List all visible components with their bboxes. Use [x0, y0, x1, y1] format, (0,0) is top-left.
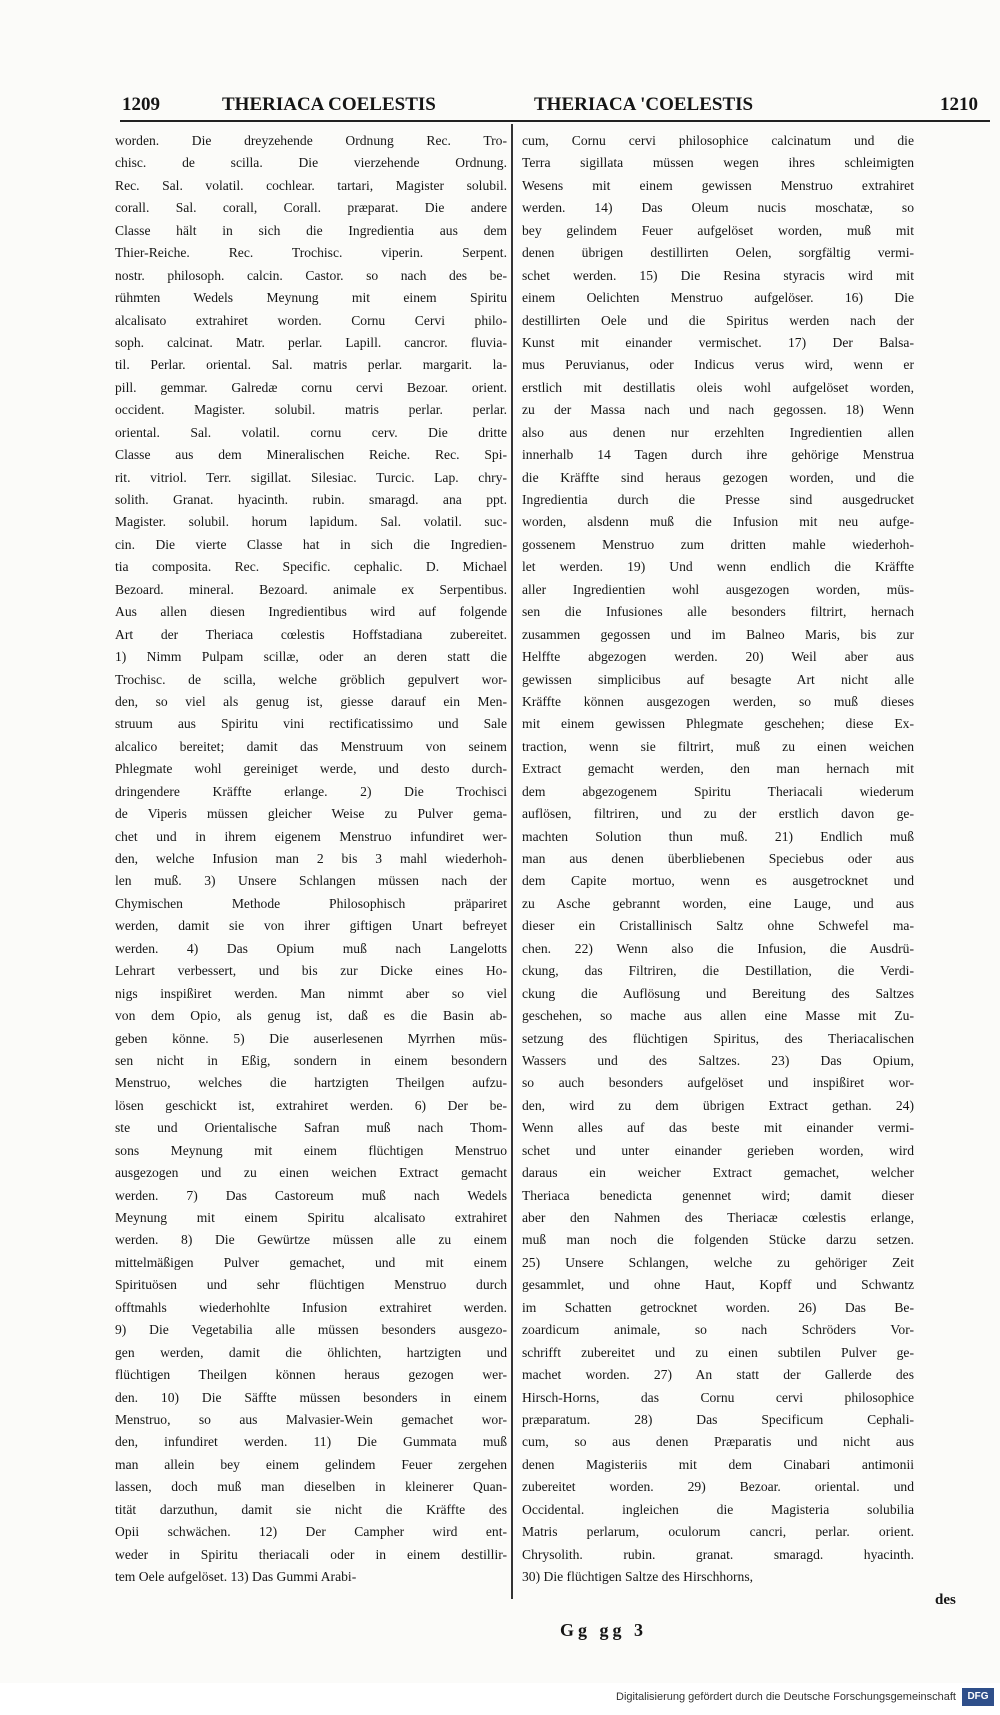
text-line: setzung des flüchtigen Spiritus, des Theriacalischen	[522, 1030, 914, 1046]
left-column-text	[115, 130, 507, 1588]
text-line: Wenn alles auf das beste mit einander vermi-	[522, 1120, 914, 1136]
text-line: zu der Massa nach und nach gegossen. 18) Wenn	[522, 402, 914, 418]
text-line: Classe hält in sich die Ingredientia aus dem	[115, 222, 507, 238]
dfg-logo: DFG	[962, 1688, 994, 1706]
text-line: Lehrart verbessert, und bis zur Dicke eines Ho-	[115, 963, 507, 979]
text-line: Ingredientia durch die Presse sind ausgedrucket	[522, 492, 914, 507]
text-line: werden. 8) Die Gewürtze müssen alle zu einem	[115, 1232, 507, 1248]
text-line: erstlich mit destillatis oleis wohl aufgelöset worden,	[522, 379, 914, 395]
text-line: 30) Die flüchtigen Saltze des Hirschhorns,	[522, 1569, 754, 1584]
text-line: 1) Nimm Pulpam scillæ, oder an deren statt die	[115, 649, 507, 665]
text-line: Occidental. ingleichen die Magisteria solubilia	[522, 1501, 914, 1517]
text-line: mittelmäßigen Pulver gemachet, und mit einem	[115, 1254, 507, 1270]
text-line: schet werden. 15) Die Resina styracis wird mit	[522, 267, 914, 283]
text-line: Opii schwächen. 12) Der Campher wird ent-	[115, 1524, 507, 1540]
text-line: soph. calcinat. Matr. perlar. Lapill. cancror. fluvia-	[115, 334, 507, 350]
text-line: Wesens mit einem gewissen Menstruo extrahiret	[522, 177, 914, 193]
right-page-number: 1210	[940, 94, 978, 115]
text-line: mit einem gewissen Phlegmate geschehen; diese Ex-	[522, 716, 914, 732]
text-line: ckung, das Filtriren, die Destillation, die Verdi-	[522, 963, 914, 979]
text-line: Kräffte können ausgezogen werden, so muß dieses	[522, 693, 914, 709]
text-line: lösen geschickt ist, extrahiret werden. 6) Der be-	[115, 1097, 507, 1113]
text-line: machet worden. 27) An statt der Gallerde des	[522, 1367, 914, 1383]
text-line: gossenem Menstruo zum dritten mahle wiederhoh-	[522, 536, 914, 552]
text-line: Thier-Reiche. Rec. Trochisc. viperin. Serpent.	[115, 245, 507, 261]
text-line: den, welche Infusion man 2 bis 3 mahl wiederhoh-	[115, 851, 507, 866]
text-line: Theriaca benedicta genennet wird; damit dieser	[522, 1187, 914, 1203]
text-line: zoardicum animale, so nach Schröders Vor-	[522, 1322, 914, 1338]
text-line: rühmten Wedels Meynung mit einem Spiritu	[115, 290, 507, 306]
text-line: traction, wenn sie filtrirt, muß zu einen weichen	[522, 738, 914, 754]
text-line: præparatum. 28) Das Specificum Cephali-	[522, 1411, 914, 1427]
text-line: so auch besonders aufgelöset und inspißiret wor-	[522, 1075, 914, 1091]
text-line: den, infundiret werden. 11) Die Gummata muß	[115, 1434, 507, 1450]
right-running-title: THERIACA 'COELESTIS	[534, 94, 754, 115]
text-line: sen nicht in Eßig, sondern in einem besondern	[115, 1052, 507, 1068]
text-line: tem Oele aufgelöset. 13) Das Gummi Arabi-	[115, 1569, 357, 1584]
text-line: den. 10) Die Säffte müssen besonders in einem	[115, 1389, 507, 1405]
text-line: sons Meynung mit einem flüchtigen Menstruo	[115, 1142, 507, 1158]
text-line: auflösen, filtriren, und zu der erstlich davon ge-	[522, 806, 914, 822]
text-line: Menstruo, so aus Malvasier-Wein gemachet wor-	[115, 1411, 507, 1427]
text-line: ausgezogen und zu einen weichen Extract gemacht	[115, 1165, 507, 1181]
text-line: gen werden, damit die öhlichten, hartzigten und	[115, 1344, 507, 1360]
text-line: cum, so aus denen Præparatis und nicht aus	[522, 1434, 914, 1450]
text-line: ckung die Auflösung und Bereitung des Saltzes	[522, 985, 914, 1001]
text-line: geschehen, so mache aus allen eine Masse mit Zu-	[522, 1008, 914, 1024]
text-line: dem Capite mortuo, wenn es ausgetrocknet und	[522, 873, 914, 889]
text-line: 9) Die Vegetabilia alle müssen besonders ausgezo-	[115, 1322, 507, 1338]
text-line: machten Solution thun muß. 21) Endlich muß	[522, 828, 914, 844]
text-line: chisc. de scilla. Die vierzehende Ordnung.	[115, 155, 507, 171]
text-line: alcalisato extrahiret worden. Cornu Cervi philo-	[115, 312, 507, 328]
text-line: man allein bey einem gelindem Feuer zergehen	[115, 1456, 507, 1472]
text-line: werden. 4) Das Opium muß nach Langelotts	[115, 940, 507, 956]
text-line: innerhalb 14 Tagen durch ihre gehörige Menstrua	[522, 447, 914, 463]
text-line: nostr. philosoph. calcin. Castor. so nach des be-	[115, 267, 507, 283]
text-line: schrifft zubereitet und zu einen subtilen Pulver ge-	[522, 1344, 914, 1360]
text-line: muß man noch die folgenden Stücke darzu setzen.	[522, 1232, 914, 1248]
text-line: sen die Infusiones alle besonders filtrirt, hernach	[522, 604, 914, 620]
signature-mark: Gg gg 3	[560, 1620, 648, 1640]
text-line: zubereitet worden. 29) Bezoar. oriental. und	[522, 1479, 914, 1495]
text-line: dringendere Kräffte erlange. 2) Die Trochisci	[115, 783, 507, 799]
text-line: geben könne. 5) Die auserlesenen Myrrhen müs-	[115, 1030, 507, 1046]
text-line: pill. gemmar. Galredæ cornu cervi Bezoar. orient.	[115, 379, 507, 395]
right-column-text	[522, 130, 914, 1588]
text-line: den, wird zu dem übrigen Extract gethan. 24)	[522, 1097, 914, 1113]
text-line: Matris perlarum, oculorum cancri, perlar. orient.	[522, 1524, 914, 1540]
text-line: von dem Opio, als genug ist, daß es die Basin ab-	[115, 1008, 507, 1024]
text-line: cum, Cornu cervi philosophice calcinatum und die	[522, 133, 914, 148]
text-line: einem Oelichten Menstruo aufgelöser. 16) Die	[522, 290, 914, 306]
text-line: schet und unter einander gerieben worden, wird	[522, 1142, 914, 1158]
text-line: dieser ein Cristallinisch Saltz ohne Schwefel ma-	[522, 918, 914, 934]
text-line: Chymischen Methode Philosophisch präpariret	[115, 895, 507, 911]
text-line: Terra sigillata müssen wegen ihres schleimigten	[522, 155, 914, 171]
text-line: gewissen simplicibus auf besagte Art nicht alle	[522, 671, 914, 687]
text-line: Magister. solubil. horum lapidum. Sal. volatil. suc-	[115, 514, 507, 530]
text-line: rit. vitriol. Terr. sigillat. Silesiac. Turcic. Lap. chry-	[115, 469, 507, 485]
catchword: des	[935, 1592, 956, 1608]
left-running-title: THERIACA COELESTIS	[222, 94, 436, 115]
header-rule	[120, 120, 990, 122]
text-line: flüchtigen Theilgen können heraus gezogen wer-	[115, 1367, 507, 1383]
text-line: Hirsch-Horns, das Cornu cervi philosophice	[522, 1389, 914, 1405]
text-line: zu Asche gebrannt worden, eine Lauge, und aus	[522, 895, 914, 911]
text-line: struum aus Spiritu vini rectificatissimo und Sale	[115, 716, 507, 732]
text-line: solith. Granat. hyacinth. rubin. smaragd. ana ppt.	[115, 492, 507, 507]
text-line: mus Peruvianus, oder Indicus verus wird, wenn er	[522, 357, 914, 373]
text-line: worden. Die dreyzehende Ordnung Rec. Tro-	[115, 133, 507, 148]
text-line: destillirten Oele und die Spiritus werden nach der	[522, 312, 914, 328]
text-line: tia composita. Rec. Specific. cephalic. D. Michael	[115, 559, 507, 575]
digitization-credit: Digitalisierung gefördert durch die Deutsche Forschungsgemeinschaft	[616, 1691, 956, 1703]
text-line: oriental. Sal. volatil. cornu cerv. Die dritte	[115, 424, 507, 440]
text-line: len muß. 3) Unsere Schlangen müssen nach der	[115, 873, 507, 889]
text-line: Trochisc. de scilla, welche gröblich gepulvert wor-	[115, 671, 507, 687]
text-line: denen Magisteriis mit dem Cinabari antimonii	[522, 1456, 914, 1472]
text-line: Wassers und des Saltzes. 23) Das Opium,	[522, 1052, 914, 1068]
text-line: Classe aus dem Mineralischen Reiche. Rec. Spi-	[115, 447, 507, 463]
text-line: worden, alsdenn muß die Infusion mit neu aufge-	[522, 514, 914, 530]
text-line: Spirituösen und sehr flüchtigen Menstruo durch	[115, 1277, 507, 1293]
text-line: let werden. 19) Und wenn endlich die Kräffte	[522, 559, 914, 575]
text-line: also aus denen nur erzehlten Ingredientien allen	[522, 424, 914, 440]
text-line: Rec. Sal. volatil. cochlear. tartari, Magister solubil.	[115, 177, 507, 193]
text-line: 25) Unsere Schlangen, welche zu gehöriger Zeit	[522, 1254, 914, 1270]
text-line: Kunst mit einander vermischet. 17) Der Balsa-	[522, 334, 914, 350]
text-line: gesammlet, und ohne Haut, Kopff und Schwantz	[522, 1277, 914, 1293]
text-line: Bezoard. mineral. Bezoard. animale ex Serpentibus.	[115, 581, 507, 597]
text-line: Art der Theriaca cœlestis Hoffstadiana zubereitet.	[115, 626, 507, 642]
column-divider	[511, 124, 513, 1599]
text-line: Extract gemacht werden, den man hernach mit	[522, 761, 914, 777]
text-line: dem abgezogenem Spiritu Theriacali wiederum	[522, 783, 914, 799]
text-line: nigs inspißiret werden. Man nimmt aber so viel	[115, 985, 507, 1001]
text-line: Meynung mit einem Spiritu alcalisato extrahiret	[115, 1210, 507, 1225]
text-line: die Kräffte sind heraus gezogen worden, und die	[522, 469, 914, 485]
text-line: chen. 22) Wenn also die Infusion, die Ausdrü-	[522, 940, 914, 956]
text-line: Aus allen diesen Ingredientibus wird auf folgende	[115, 604, 507, 620]
text-line: ste und Orientalische Safran muß nach Thom-	[115, 1120, 507, 1136]
text-line: den, so viel als genug ist, giesse darauf ein Men-	[115, 693, 507, 709]
text-line: Menstruo, welches die hartzigten Theilgen aufzu-	[115, 1075, 507, 1091]
text-line: Phlegmate wohl gereiniget werde, und desto durch-	[115, 761, 507, 777]
text-line: offtmahls wiederhohlte Infusion extrahiret werden.	[115, 1299, 507, 1315]
text-line: aller Ingredientien wohl ausgezogen worden, müs-	[522, 581, 914, 597]
text-line: zusammen gegossen und im Balneo Maris, bis zur	[522, 626, 914, 642]
text-line: lassen, doch muß man dieselben in kleinerer Quan-	[115, 1479, 507, 1495]
text-line: cin. Die vierte Classe hat in sich die Ingredien-	[115, 536, 507, 552]
text-line: werden, damit sie von ihrer giftigen Unart befreyet	[115, 918, 507, 934]
text-line: werden. 14) Das Oleum nucis moschatæ, so	[522, 200, 914, 216]
text-line: aber den Nahmen des Theriacæ cœlestis erlange,	[522, 1210, 914, 1225]
text-line: tität darzuthun, damit sie nicht die Kräffte des	[115, 1501, 507, 1517]
text-line: chet und in ihrem eigenem Menstruo infundiret wer-	[115, 828, 507, 844]
text-line: weder in Spiritu theriacali oder in einem destillir-	[115, 1546, 507, 1562]
text-line: alcalico bereitet; damit das Menstruum von seinem	[115, 738, 507, 754]
text-line: daraus ein weicher Extract gemachet, welcher	[522, 1165, 914, 1181]
text-line: im Schatten getrocknet worden. 26) Das Be-	[522, 1299, 914, 1315]
text-line: man aus denen überbliebenen Speciebus oder aus	[522, 851, 914, 866]
text-line: til. Perlar. oriental. Sal. matris perlar. margarit. la-	[115, 357, 507, 373]
text-line: Chrysolith. rubin. granat. smaragd. hyacinth.	[522, 1546, 914, 1562]
text-line: bey gelindem Feuer aufgelöset worden, muß mit	[522, 222, 914, 238]
text-line: Helffte abgezogen werden. 20) Weil aber aus	[522, 649, 914, 665]
text-line: corall. Sal. corall, Corall. præparat. Die andere	[115, 200, 507, 216]
text-line: occident. Magister. solubil. matris perlar. perlar.	[115, 402, 507, 418]
text-line: de Viperis müssen gleicher Weise zu Pulver gema-	[115, 806, 507, 822]
left-page-number: 1209	[122, 94, 160, 115]
text-line: werden. 7) Das Castoreum muß nach Wedels	[115, 1187, 507, 1203]
text-line: denen übrigen destillirten Oelen, sorgfältig vermi-	[522, 245, 914, 261]
